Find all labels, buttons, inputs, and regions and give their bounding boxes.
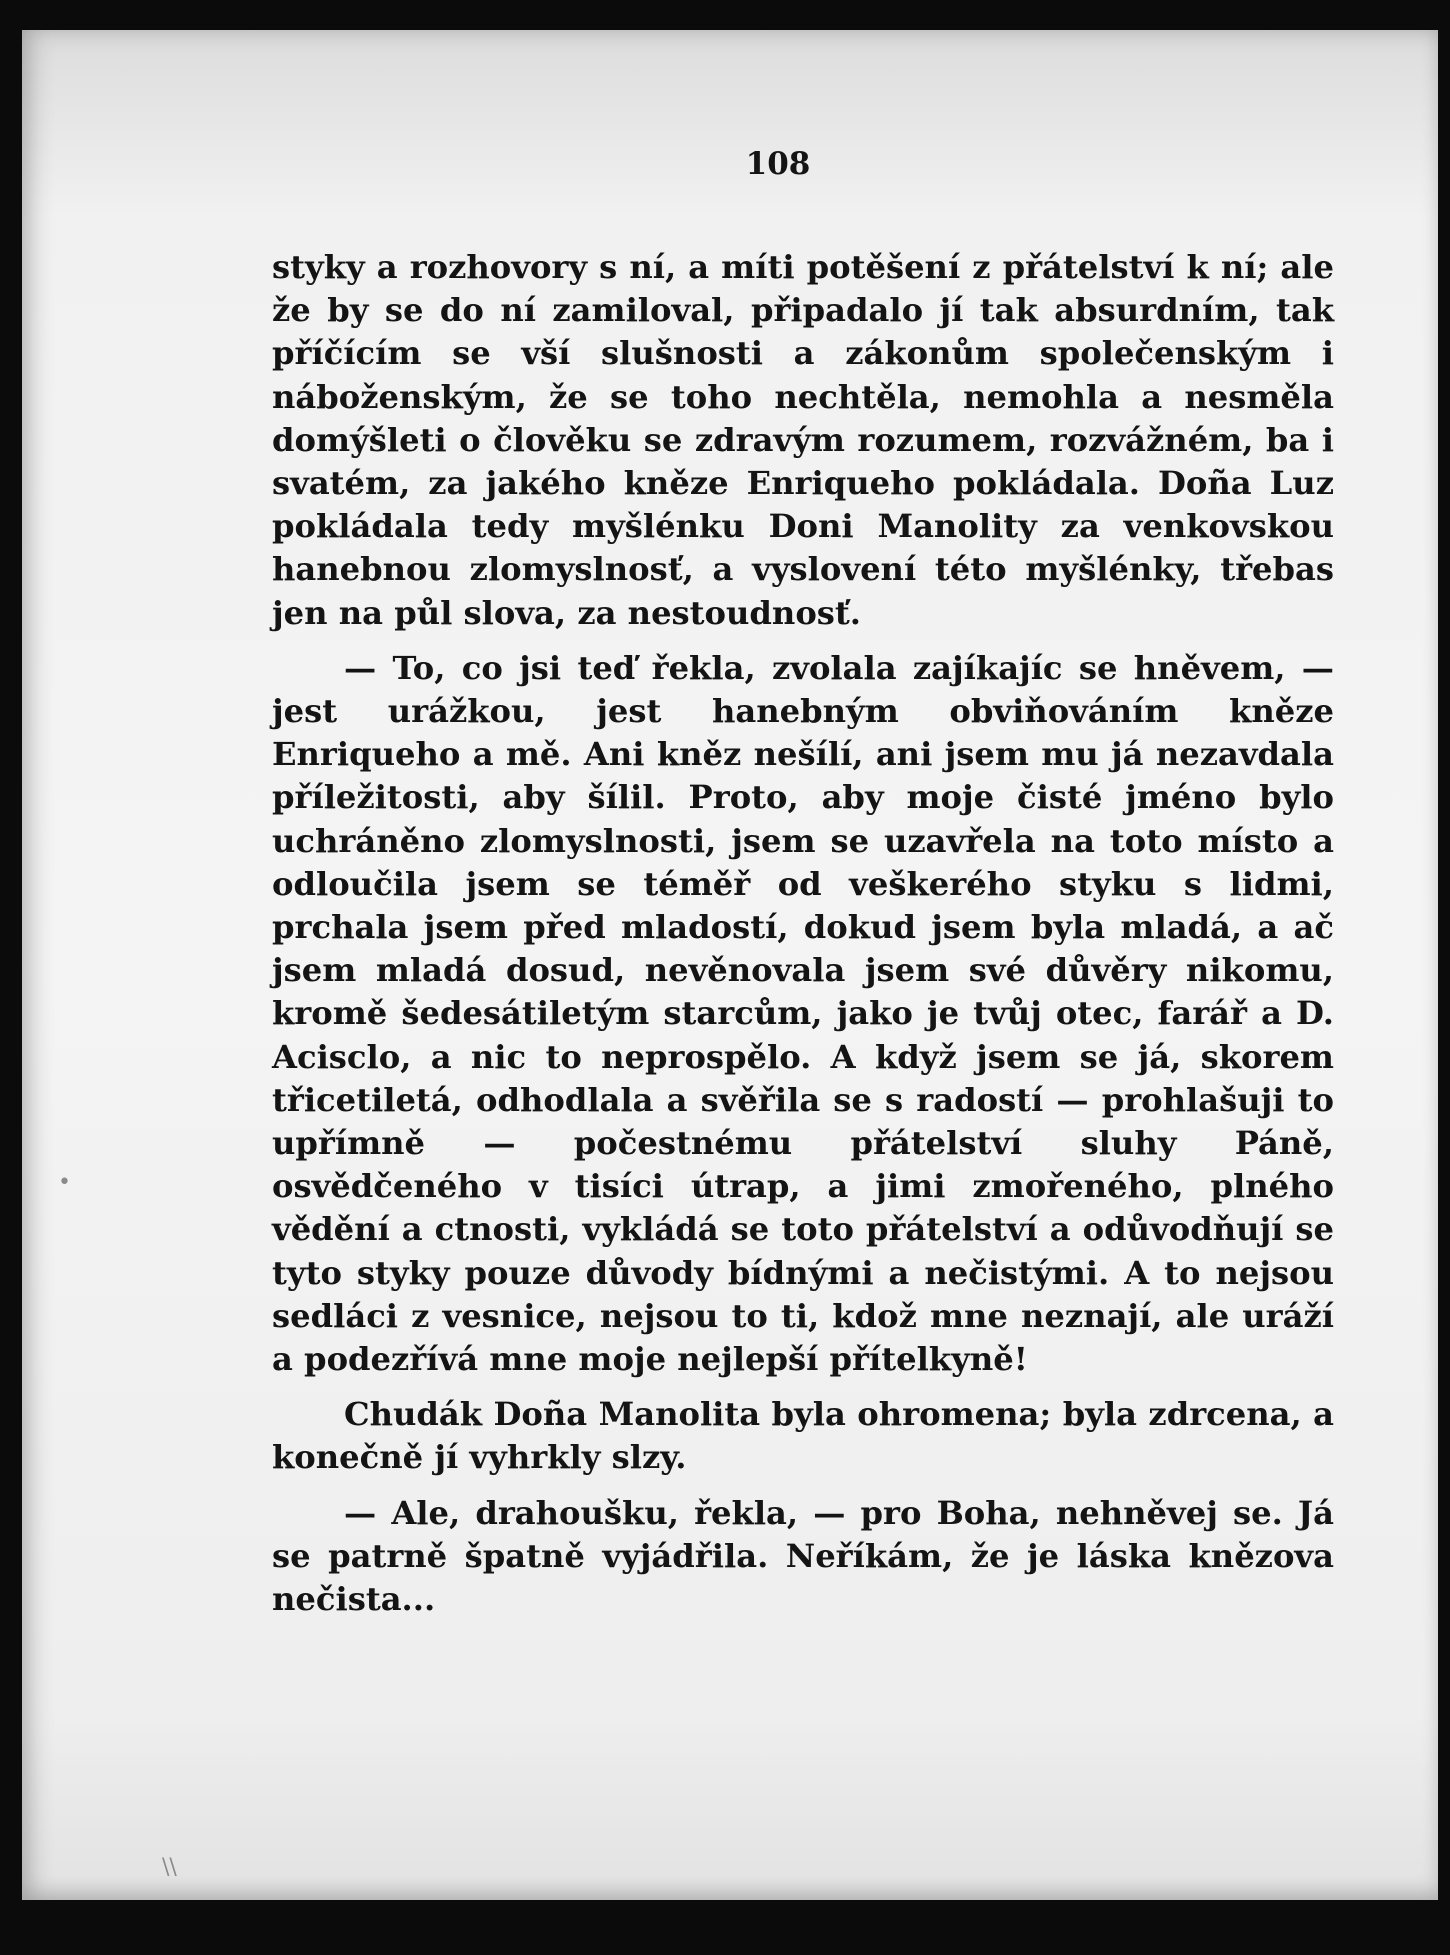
body-text	[272, 246, 1334, 1621]
paragraph-3: Chudák Doña Manolita byla ohromena; byla zdrcena, a konečně jí vyhrkly slzy.	[272, 1395, 1334, 1477]
paragraph-1: styky a rozhovory s ní, a míti potěšení z přátelství k ní; ale že by se do ní zamiloval, připadalo jí tak absurdním, tak příčícím se vší slušnosti a zákonům společenským i náboženským, že se toho nechtěla, nemohla a nesměla domýšleti o člověku se zdravým rozumem, rozvážném, ba i svatém, za jakého kněze Enriqueho pokládala. Doña Luz pokládala tedy myšlénku Doni Manolity za venkovskou hanebnou zlomyslnosť, a vyslovení této myšlénky, třebas jen na půl slova, za nestoudnosť.	[272, 248, 1334, 632]
paragraph-4: — Ale, drahoušku, řekla, — pro Boha, nehněvej se. Já se patrně špatně vyjádřila. Neříkám, že je láska knězova nečista...	[272, 1493, 1334, 1619]
paragraph-2: — To, co jsi teď řekla, zvolala zajíkajíc se hněvem, — jest urážkou, jest hanebným obviňováním kněze Enriqueho a mě. Ani kněz nešílí, ani jsem mu já nezavdala příležitosti, aby šílil. Proto, aby moje čisté jméno bylo uchráněno zlomyslnosti, jsem se uzavřela na toto místo a odloučila jsem se téměř od veškerého styku s lidmi, prchala jsem před mladostí, dokud jsem byla mladá, a ač jsem mladá dosud, nevěnovala jsem své důvěry nikomu, kromě šedesátiletým starcům, jako je tvůj otec, farář a D. Acisclo, a nic to neprospělo. A když jsem se já, skorem třicetiletá, odhodlala a svěřila se s radostí — prohlašuji to upřímně — počestnému přátelství sluhy Páně, osvědčeného v tisíci útrap, a jimi zmořeného, plného vědění a ctnosti, vykládá se toto přátelství a odůvodňují se tyto styky pouze důvody bídnými a nečistými. A to nejsou sedláci z vesnice, nejsou to ti, kdož mne neznají, ale uráží a podezřívá mne moje nejlepší přítelkyně!	[272, 648, 1334, 1379]
scan-speck: •	[58, 1170, 71, 1195]
page-number: 108	[745, 146, 811, 182]
book-page	[22, 30, 1438, 1900]
scan-speck: \\	[162, 1855, 177, 1880]
